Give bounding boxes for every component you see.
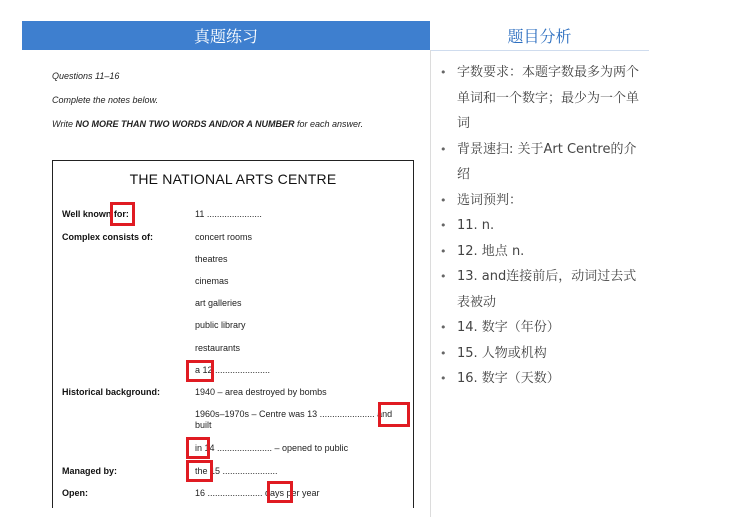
analysis-item (440, 137, 645, 188)
highlight-in (186, 437, 210, 459)
historical-label: Historical background: (62, 387, 161, 397)
bullet-icon: • (440, 66, 447, 79)
tab-practice[interactable]: 真题练习 (22, 21, 430, 50)
notes-title: THE NATIONAL ARTS CENTRE (129, 171, 337, 187)
bullet-icon: • (440, 270, 447, 283)
bullet-icon: • (440, 372, 447, 385)
answer-16: 16 ...................... days per year (195, 488, 320, 498)
rule-prefix: Write (52, 119, 76, 129)
highlight-and (378, 402, 410, 427)
analysis-text: 16. 数字（天数） (457, 371, 560, 386)
bullet-icon: • (440, 321, 447, 334)
answer-13: 1960s–1970s – Centre was 13 ...................... and (195, 409, 393, 419)
panel-divider (430, 50, 431, 517)
questions-title: Questions 11–16 (52, 71, 120, 81)
well-known-label: Well known for: (62, 209, 129, 219)
instruction-text: Complete the notes below. (52, 95, 159, 105)
analysis-list (440, 60, 645, 392)
highlight-for (110, 202, 135, 226)
word-limit-rule (52, 119, 363, 129)
complex-item: cinemas (195, 276, 229, 286)
notes-box (52, 160, 414, 508)
analysis-item (440, 60, 645, 137)
analysis-text: 选词预判： (457, 192, 523, 208)
bullet-icon: • (440, 244, 447, 258)
analysis-text: 13. and连接前后，动词过去式表被动 (457, 269, 637, 310)
analysis-item (440, 341, 645, 367)
history-built: built (195, 420, 212, 430)
history-1940: 1940 – area destroyed by bombs (195, 387, 327, 397)
bullet-icon: • (440, 142, 447, 156)
analysis-item (440, 239, 645, 265)
bullet-icon: • (440, 219, 447, 232)
bullet-icon: • (440, 193, 447, 207)
analysis-text: 背景速扫: 关于Art Centre的介绍 (457, 141, 637, 182)
open-label: Open: (62, 488, 88, 498)
analysis-item (440, 213, 645, 239)
managed-label: Managed by: (62, 466, 118, 476)
rule-suffix: for each answer. (294, 119, 364, 129)
analysis-panel (440, 60, 645, 392)
analysis-text: 14. 数字（年份） (457, 320, 560, 335)
analysis-item (440, 315, 645, 341)
analysis-item (440, 188, 645, 214)
answer-11: 11 ...................... (195, 209, 262, 219)
analysis-item (440, 264, 645, 315)
complex-label: Complex consists of: (62, 232, 154, 242)
answer-12: a 12 ...................... (195, 365, 271, 375)
tab-analysis[interactable]: 题目分析 (430, 21, 649, 51)
answer-15: the 15 ...................... (195, 466, 278, 476)
complex-item: restaurants (195, 343, 241, 353)
complex-item: art galleries (195, 298, 242, 308)
highlight-days (267, 481, 293, 503)
highlight-the (186, 460, 213, 482)
analysis-text: 15. 人物或机构 (457, 345, 547, 361)
analysis-text: 11. n. (457, 218, 495, 233)
analysis-text: 字数要求：本题字数最多为两个单词和一个数字；最少为一个单词 (457, 65, 640, 131)
answer-14: in 14 ...................... – opened to public (195, 443, 349, 453)
complex-item: public library (195, 320, 246, 330)
complex-item: concert rooms (195, 232, 253, 242)
highlight-a (186, 360, 214, 382)
bullet-icon: • (440, 346, 447, 360)
analysis-item (440, 366, 645, 392)
complex-item: theatres (195, 254, 228, 264)
analysis-text: 12. 地点 n. (457, 243, 525, 259)
rule-bold: NO MORE THAN TWO WORDS AND/OR A NUMBER (75, 119, 295, 129)
